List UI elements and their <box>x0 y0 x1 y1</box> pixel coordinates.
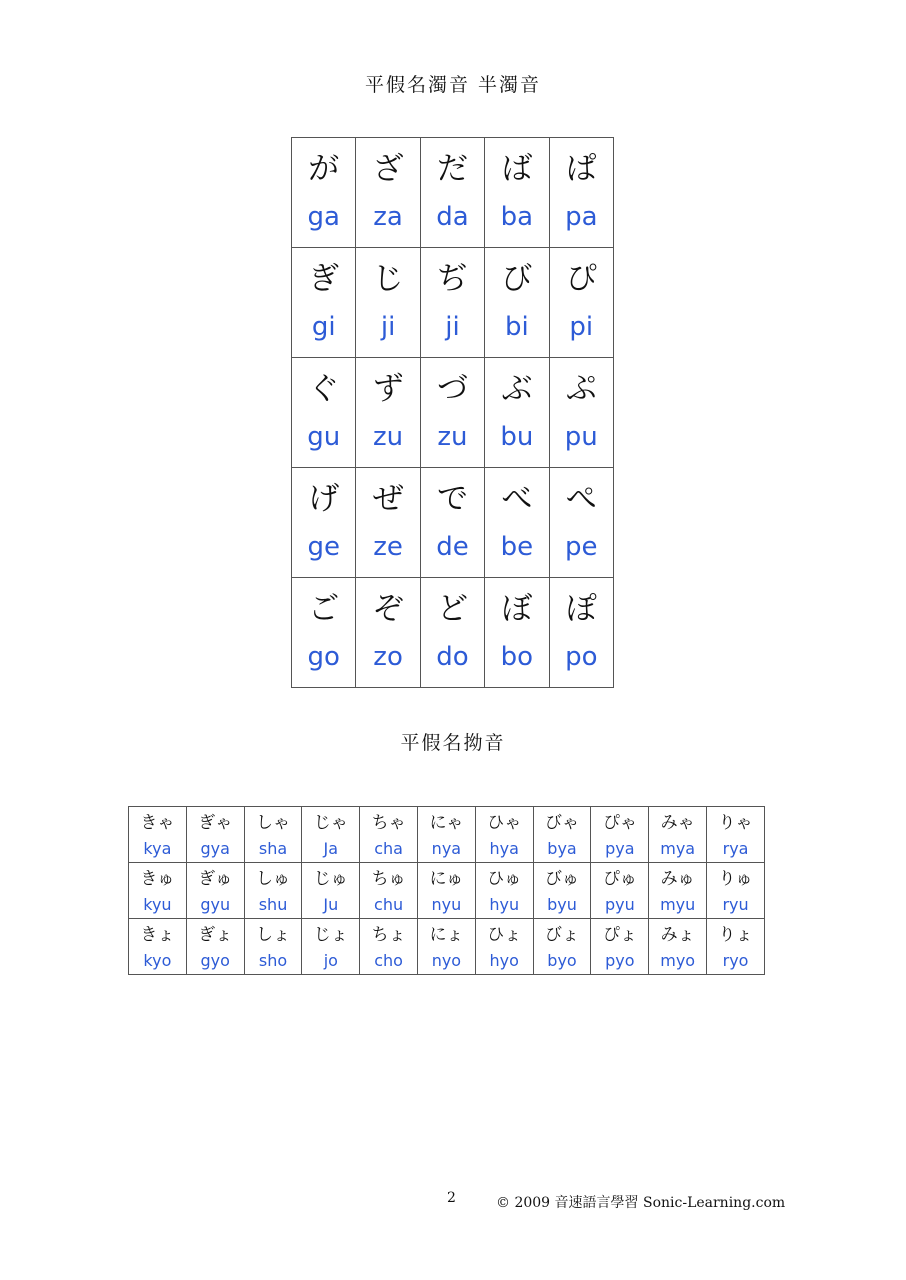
kana-character: で <box>436 481 468 517</box>
kana-character: みゃ <box>660 813 695 833</box>
kana-cell <box>302 807 360 863</box>
romaji-reading: myu <box>660 895 696 914</box>
kana-cell <box>356 358 420 468</box>
kana-character: だ <box>436 151 468 187</box>
kana-character: じ <box>372 261 404 297</box>
kana-character: ぶ <box>501 371 533 407</box>
romaji-reading: gi <box>311 312 336 342</box>
kana-character: げ <box>308 481 340 517</box>
kana-cell <box>417 807 475 863</box>
kana-cell <box>707 807 765 863</box>
romaji-reading: zo <box>373 642 403 672</box>
romaji-reading: pu <box>564 422 598 452</box>
kana-cell <box>533 919 591 975</box>
romaji-reading: nya <box>431 839 462 858</box>
romaji-reading: nyo <box>431 951 462 970</box>
romaji-reading: hya <box>489 839 519 858</box>
kana-character: じょ <box>313 925 348 945</box>
kana-character: づ <box>436 371 468 407</box>
kana-cell <box>186 919 244 975</box>
kana-character: しゃ <box>256 813 291 833</box>
kana-cell <box>186 807 244 863</box>
kana-character: が <box>308 151 340 187</box>
kana-character: びゃ <box>545 813 580 833</box>
voiced-table-row <box>292 578 614 688</box>
kana-cell <box>244 807 302 863</box>
romaji-reading: do <box>436 642 469 672</box>
yoon-kana-table <box>128 806 765 975</box>
kana-cell <box>549 578 613 688</box>
kana-cell <box>649 919 707 975</box>
kana-character: じゅ <box>313 869 348 889</box>
romaji-reading: byo <box>547 951 577 970</box>
voiced-section-title: 平假名濁音 半濁音 <box>364 74 542 96</box>
kana-cell <box>417 919 475 975</box>
kana-character: ぽ <box>565 591 597 627</box>
kana-cell <box>549 138 613 248</box>
romaji-reading: hyo <box>489 951 519 970</box>
romaji-reading: ji <box>380 312 396 342</box>
kana-cell <box>292 248 356 358</box>
romaji-reading: zu <box>437 422 468 452</box>
romaji-reading: cha <box>374 839 403 858</box>
kana-cell <box>533 807 591 863</box>
kana-character: にゃ <box>429 813 464 833</box>
kana-cell <box>475 807 533 863</box>
kana-character: ぜ <box>372 481 404 517</box>
romaji-reading: gya <box>200 839 230 858</box>
romaji-reading: cho <box>374 951 403 970</box>
kana-character: ば <box>501 151 533 187</box>
kana-character: ぢ <box>436 261 468 297</box>
kana-cell <box>549 248 613 358</box>
romaji-reading: zu <box>373 422 404 452</box>
yoon-table-row <box>129 807 765 863</box>
kana-cell <box>129 863 187 919</box>
kana-character: ひょ <box>487 925 522 945</box>
kana-character: りゅ <box>718 869 753 889</box>
kana-character: ちゅ <box>371 869 406 889</box>
romaji-reading: sho <box>258 951 288 970</box>
kana-cell <box>292 578 356 688</box>
romaji-reading: za <box>373 202 403 232</box>
kana-character: ぷ <box>565 371 597 407</box>
kana-cell <box>420 248 484 358</box>
kana-cell <box>292 358 356 468</box>
romaji-reading: po <box>565 642 598 672</box>
romaji-reading: ryo <box>722 951 749 970</box>
kana-character: にゅ <box>429 869 464 889</box>
romaji-reading: pi <box>569 312 594 342</box>
voiced-kana-table <box>291 137 614 688</box>
kana-character: ぞ <box>372 591 404 627</box>
romaji-reading: kya <box>143 839 172 858</box>
kana-cell <box>485 358 549 468</box>
kana-cell <box>186 863 244 919</box>
romaji-reading: shu <box>258 895 288 914</box>
kana-cell <box>420 358 484 468</box>
kana-character: びゅ <box>545 869 580 889</box>
yoon-table-row <box>129 919 765 975</box>
kana-cell <box>707 919 765 975</box>
kana-character: ざ <box>372 151 404 187</box>
kana-character: りょ <box>718 925 753 945</box>
romaji-reading: gyo <box>200 951 230 970</box>
kana-character: ぎゃ <box>198 813 233 833</box>
romaji-reading: Ja <box>323 839 339 858</box>
romaji-reading: mya <box>660 839 696 858</box>
romaji-reading: ga <box>307 202 340 232</box>
romaji-reading: gyu <box>200 895 231 914</box>
kana-cell <box>549 468 613 578</box>
kana-character: ぴゅ <box>602 869 637 889</box>
kana-character: きゅ <box>140 869 175 889</box>
romaji-reading: sha <box>258 839 288 858</box>
yoon-section-title: 平假名拗音 <box>400 732 506 754</box>
kana-cell <box>475 863 533 919</box>
romaji-reading: ge <box>307 532 340 562</box>
kana-character: ぐ <box>308 371 340 407</box>
romaji-reading: pe <box>565 532 598 562</box>
voiced-table-row <box>292 138 614 248</box>
kana-character: にょ <box>429 925 464 945</box>
kana-cell <box>533 863 591 919</box>
kana-character: きょ <box>140 925 175 945</box>
romaji-reading: gu <box>307 422 341 452</box>
kana-cell <box>420 578 484 688</box>
kana-cell <box>591 807 649 863</box>
kana-cell <box>707 863 765 919</box>
romaji-reading: myo <box>660 951 696 970</box>
kana-cell <box>591 863 649 919</box>
copyright-notice: © 2009 音速語言學習 Sonic-Learning.com <box>496 1195 786 1211</box>
romaji-reading: da <box>436 202 469 232</box>
kana-character: じゃ <box>313 813 348 833</box>
kana-cell <box>649 863 707 919</box>
kana-cell <box>356 468 420 578</box>
kana-cell <box>244 919 302 975</box>
kana-cell <box>302 863 360 919</box>
kana-character: みゅ <box>660 869 695 889</box>
kana-cell <box>360 807 418 863</box>
kana-cell <box>360 863 418 919</box>
kana-character: べ <box>501 481 533 517</box>
romaji-reading: kyu <box>143 895 172 914</box>
kana-character: ぴょ <box>602 925 637 945</box>
kana-cell <box>549 358 613 468</box>
kana-character: ちょ <box>371 925 406 945</box>
romaji-reading: bo <box>500 642 534 672</box>
kana-character: ぎょ <box>198 925 233 945</box>
kana-character: ど <box>436 591 468 627</box>
kana-character: ぱ <box>565 151 597 187</box>
romaji-reading: go <box>307 642 340 672</box>
kana-character: しょ <box>256 925 291 945</box>
romaji-reading: ze <box>373 532 403 562</box>
kana-character: びょ <box>545 925 580 945</box>
romaji-reading: pyo <box>605 951 635 970</box>
kana-cell <box>292 468 356 578</box>
kana-character: ちゃ <box>371 813 406 833</box>
romaji-reading: ba <box>500 202 534 232</box>
kana-cell <box>129 919 187 975</box>
kana-character: ご <box>308 591 340 627</box>
romaji-reading: rya <box>722 839 749 858</box>
kana-character: ぎゅ <box>198 869 233 889</box>
romaji-reading: bi <box>505 312 529 342</box>
romaji-reading: de <box>436 532 469 562</box>
romaji-reading: pyu <box>604 895 635 914</box>
romaji-reading: ryu <box>722 895 749 914</box>
kana-cell <box>356 578 420 688</box>
kana-cell <box>649 807 707 863</box>
romaji-reading: bu <box>500 422 534 452</box>
kana-cell <box>485 248 549 358</box>
kana-cell <box>420 468 484 578</box>
kana-character: きゃ <box>140 813 175 833</box>
kana-cell <box>420 138 484 248</box>
romaji-reading: Ju <box>323 895 339 914</box>
romaji-reading: be <box>500 532 534 562</box>
romaji-reading: bya <box>547 839 577 858</box>
kana-cell <box>302 919 360 975</box>
voiced-table-row <box>292 248 614 358</box>
kana-character: ぴゃ <box>602 813 637 833</box>
yoon-table-row <box>129 863 765 919</box>
kana-cell <box>417 863 475 919</box>
romaji-reading: hyu <box>489 895 520 914</box>
romaji-reading: ji <box>445 312 460 342</box>
kana-character: りゃ <box>718 813 753 833</box>
kana-cell <box>356 248 420 358</box>
kana-cell <box>360 919 418 975</box>
page-number: 2 <box>447 1190 456 1206</box>
kana-character: みょ <box>660 925 695 945</box>
romaji-reading: byu <box>547 895 577 914</box>
kana-cell <box>485 138 549 248</box>
kana-character: ぎ <box>308 261 340 297</box>
kana-cell <box>356 138 420 248</box>
kana-cell <box>485 578 549 688</box>
kana-character: び <box>501 261 533 297</box>
romaji-reading: pya <box>605 839 635 858</box>
voiced-table-row <box>292 468 614 578</box>
voiced-table-row <box>292 358 614 468</box>
kana-character: ぴ <box>565 261 597 297</box>
kana-cell <box>129 807 187 863</box>
romaji-reading: kyo <box>143 951 172 970</box>
romaji-reading: pa <box>565 202 598 232</box>
romaji-reading: nyu <box>431 895 462 914</box>
kana-cell <box>485 468 549 578</box>
kana-cell <box>292 138 356 248</box>
kana-cell <box>475 919 533 975</box>
kana-character: ず <box>372 371 404 407</box>
romaji-reading: jo <box>323 951 338 970</box>
kana-character: ぼ <box>501 591 533 627</box>
romaji-reading: chu <box>374 895 404 914</box>
kana-character: ひゃ <box>487 813 522 833</box>
kana-cell <box>591 919 649 975</box>
kana-cell <box>244 863 302 919</box>
kana-character: しゅ <box>256 869 291 889</box>
kana-character: ぺ <box>565 481 597 517</box>
kana-character: ひゅ <box>487 869 522 889</box>
